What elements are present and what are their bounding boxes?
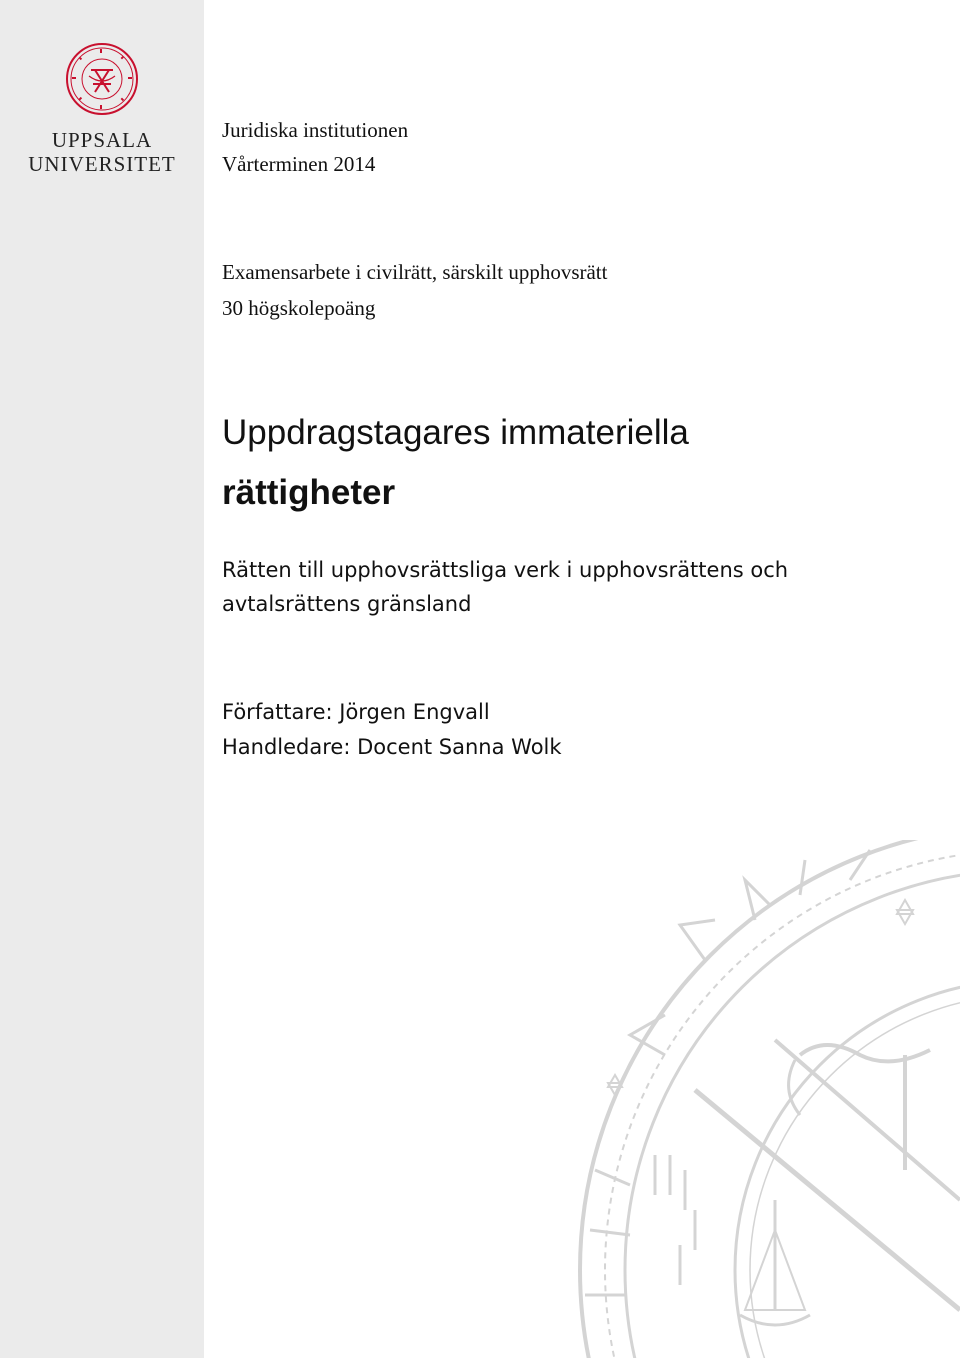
thesis-title-line-1: Uppdragstagares immateriella: [222, 413, 689, 452]
supervisor: Handledare: Docent Sanna Wolk: [222, 735, 562, 759]
subtitle-line-1: Rätten till upphovsrättsliga verk i upphovsrättens och: [222, 558, 789, 582]
author: Författare: Jörgen Engvall: [222, 700, 490, 724]
university-logo: [0, 42, 204, 176]
thesis-title-line-2: rättigheter: [222, 473, 396, 512]
sidebar-panel: [0, 0, 204, 1358]
term: Vårterminen 2014: [222, 152, 376, 176]
logo-line-2: UNIVERSITET: [28, 152, 176, 176]
subtitle-line-2: avtalsrättens gränsland: [222, 592, 472, 616]
seal-watermark-icon: [545, 840, 960, 1358]
university-seal-icon: [65, 42, 139, 116]
course-name: Examensarbete i civilrätt, särskilt upphovsrätt: [222, 260, 608, 284]
credits: 30 högskolepoäng: [222, 296, 376, 320]
institution-name: Juridiska institutionen: [222, 118, 409, 142]
logo-line-1: UPPSALA: [51, 128, 153, 152]
